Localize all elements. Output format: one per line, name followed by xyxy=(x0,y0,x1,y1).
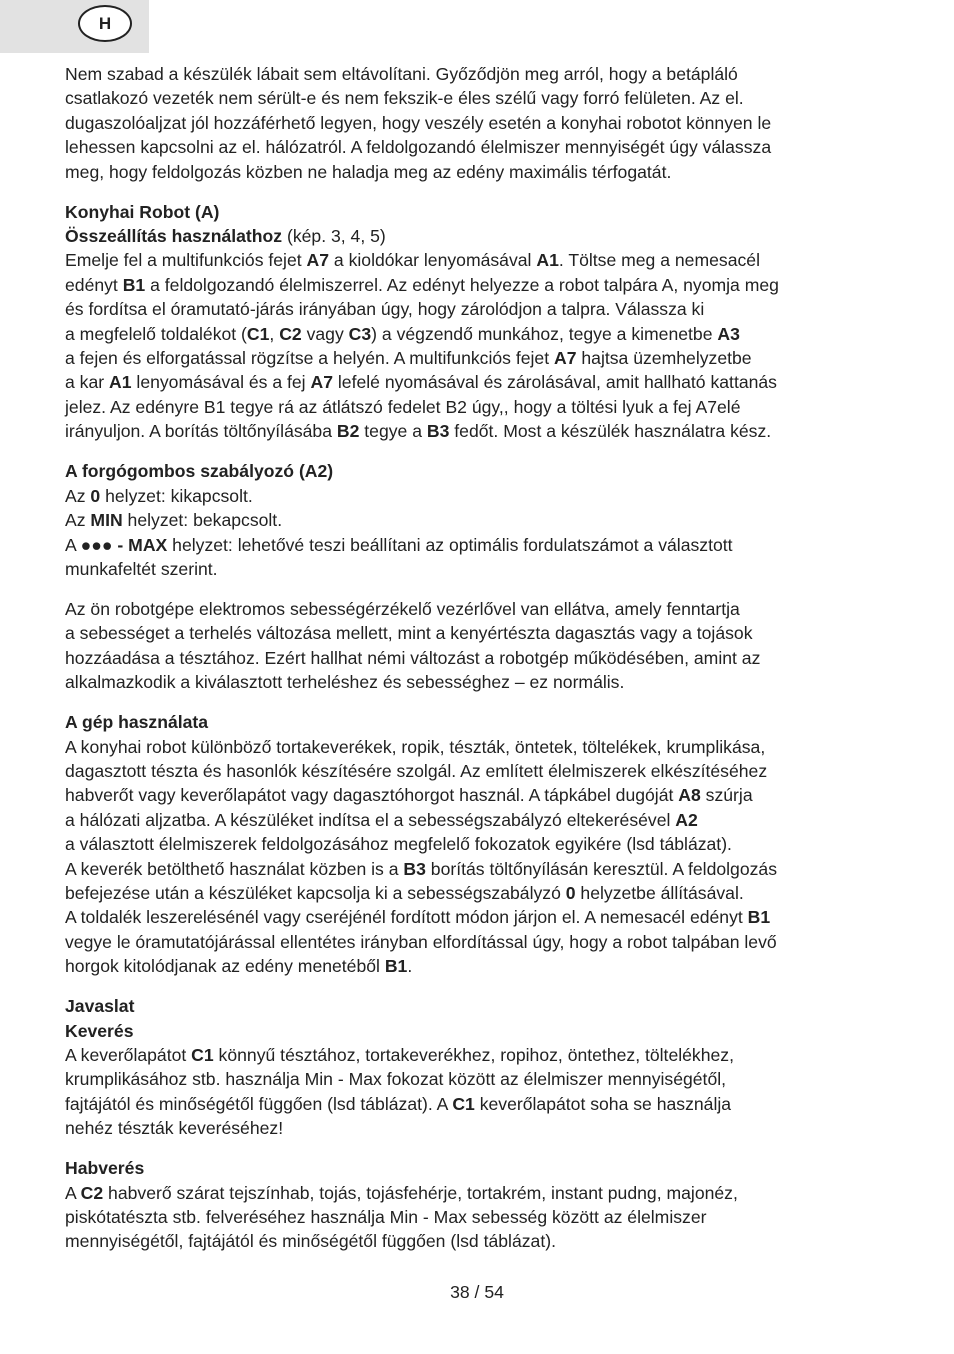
text-line xyxy=(65,273,905,297)
language-badge: H xyxy=(78,5,132,42)
bold-reference: C1 xyxy=(191,1045,214,1065)
bold-reference: A1 xyxy=(109,372,132,393)
text-run: a feldolgozandó élelmiszerrel. Az edényt helyezze a robot talpára A, nyomja meg xyxy=(145,274,779,295)
section-heading-whisk: Habverés xyxy=(65,1158,145,1179)
text-run: befejezése után a készüléket kapcsolja ki a sebességszabályzó xyxy=(65,882,566,903)
text-run: borítás töltőnyílásán keresztül. A feldolgozás xyxy=(425,858,778,879)
text-run: vegye le óramutatójárással ellentétes irányban elfordítással úgy, hogy a robot talpában levő xyxy=(65,931,777,952)
text-run: a kioldókar lenyomásával xyxy=(329,250,537,271)
text-line xyxy=(65,930,905,954)
bold-reference: A3 xyxy=(717,323,740,344)
text-run: A xyxy=(65,1182,81,1203)
bold-reference: C2 xyxy=(80,1182,104,1203)
text-run: , xyxy=(269,323,280,344)
text-line xyxy=(65,508,905,532)
usage-lines xyxy=(65,735,905,979)
text-line xyxy=(65,533,905,557)
text-run: fajtájától és minőségétől függően (lsd táblázat). A xyxy=(65,1093,453,1114)
text-line xyxy=(65,1067,905,1091)
text-run: fedőt. Most a készülék használatra kész. xyxy=(449,421,772,442)
text-run: nehéz tészták keveréséhez! xyxy=(65,1118,284,1139)
text-line xyxy=(65,881,905,905)
text-run: és fordítsa el óramutató-járás irányában úgy, hogy zárolódjon a talpra. Válassza ki xyxy=(65,299,705,320)
bold-reference: 0 xyxy=(565,882,576,903)
text-line xyxy=(65,857,905,881)
text-line: dugaszolóaljzat jól hozzáférhető legyen, hogy veszély esetén a konyhai robotot könnyen le xyxy=(65,112,772,133)
bold-reference: 0 xyxy=(90,485,101,506)
bold-reference: A7 xyxy=(306,250,330,271)
advice-lines xyxy=(65,1043,905,1141)
text-line: Nem szabad a készülék lábait sem eltávolítani. Győződjön meg arról, hogy a betápláló xyxy=(65,64,738,84)
text-line xyxy=(65,395,905,419)
text-line xyxy=(65,557,905,581)
page-number: 38 / 54 xyxy=(450,1282,504,1302)
text-run: edényt xyxy=(65,274,123,295)
bold-reference: C1 xyxy=(452,1093,475,1114)
section-heading-regulator: A forgógombos szabályozó (A2) xyxy=(65,461,334,482)
text-run: . Töltse meg a nemesacél xyxy=(558,250,760,271)
text-run: Emelje fel a multifunkciós fejet xyxy=(65,250,307,271)
bold-reference: C1 xyxy=(246,323,270,344)
section-heading-robot: Konyhai Robot (A) xyxy=(65,201,220,222)
text-line xyxy=(65,419,905,443)
text-run: helyzet: lehetővé teszi beállítani az optimális fordulatszámot a választott xyxy=(167,534,733,555)
text-run: irányuljon. A borítás töltőnyílásába xyxy=(65,421,337,442)
text-line xyxy=(65,832,905,856)
text-run: hajtsa üzemhelyzetbe xyxy=(576,348,752,369)
regulator-section xyxy=(65,459,905,581)
bold-reference: B3 xyxy=(426,421,450,442)
text-run: a kar xyxy=(65,372,110,393)
text-line xyxy=(65,297,905,321)
bold-reference: C3 xyxy=(348,323,372,344)
text-run: helyzet: bekapcsolt. xyxy=(122,510,283,531)
document-body xyxy=(65,62,905,1269)
text-run: Az xyxy=(65,510,91,531)
bold-reference: A7 xyxy=(554,348,577,369)
text-run: keverőlapátot soha se használja xyxy=(474,1093,732,1114)
text-run: . xyxy=(407,956,413,977)
text-line xyxy=(65,484,905,508)
language-tab xyxy=(0,0,149,53)
text-run: ) a végzendő munkához, tegye a kimenetbe xyxy=(371,323,718,344)
text-line xyxy=(65,783,905,807)
bold-reference: B1 xyxy=(384,956,408,977)
regulator-lines xyxy=(65,484,905,582)
text-line xyxy=(65,1229,905,1253)
text-run: a hálózati aljzatba. A készüléket indítsa el a sebességszabályzó eltekerésével xyxy=(65,809,676,830)
text-run: vagy xyxy=(301,323,349,344)
robot-lines xyxy=(65,248,905,443)
speed-paragraph xyxy=(65,597,905,695)
text-line xyxy=(65,346,905,370)
text-run: helyzet: kikapcsolt. xyxy=(100,485,253,506)
text-run: habverő szárat tejszínhab, tojás, tojásfehérje, tortakrém, instant pudng, majonéz, xyxy=(103,1182,738,1203)
bold-reference: ●●● - MAX xyxy=(80,534,168,555)
text-line xyxy=(65,322,905,346)
text-line xyxy=(65,954,905,978)
text-run: krumplikásához stb. használja Min - Max fokozat között az élelmiszer mennyiségétől, xyxy=(65,1069,727,1090)
text-line xyxy=(65,759,905,783)
text-run: lenyomásával és a fej xyxy=(131,372,311,393)
intro-paragraph xyxy=(65,62,905,184)
bold-reference: B3 xyxy=(403,858,426,879)
text-run: habverőt vagy keverőlapátot vagy dagasztóhorgot használ. A tápkábel dugóját xyxy=(65,785,679,806)
bold-reference: C2 xyxy=(279,323,302,344)
usage-section xyxy=(65,710,905,978)
text-run: tegye a xyxy=(359,421,427,442)
text-line xyxy=(65,1181,905,1205)
section-heading-advice: Javaslat xyxy=(65,996,135,1017)
text-run: helyzetbe állításával. xyxy=(575,882,744,903)
bold-reference: A2 xyxy=(675,809,698,830)
text-run: a fejen és elforgatással rögzítse a helyén. A multifunkciós fejet xyxy=(65,348,554,369)
whisk-lines xyxy=(65,1181,905,1254)
text-run: A xyxy=(65,534,81,555)
text-line: Az ön robotgépe elektromos sebességérzékelő vezérlővel van ellátva, amely fenntartja xyxy=(65,598,740,619)
text-run: horgok kitolódjanak az edény menetéből xyxy=(65,956,385,977)
text-line: lehessen kapcsolni az el. hálózatról. A feldolgozandó élelmiszer mennyiségét úgy válassza xyxy=(65,137,772,158)
text-run: mennyiségétől, fajtájától és minőségétől függően (lsd táblázat). xyxy=(65,1231,556,1252)
text-line: hozzáadása a tésztához. Ezért hallhat némi változást a robotgép működésében, amint az xyxy=(65,647,761,668)
text-line: a sebességet a terhelés változása mellett, mint a kenyértészta dagasztás vagy a tojások xyxy=(65,623,753,644)
text-run: A konyhai robot különböző tortakeverékek, ropik, tészták, öntetek, töltelékek, krumplikása, xyxy=(65,736,766,757)
text-run: A keverőlapátot xyxy=(65,1045,192,1065)
text-line xyxy=(65,808,905,832)
bold-reference: B2 xyxy=(336,421,360,442)
bold-reference: A7 xyxy=(310,372,333,393)
text-run: a megfelelő toldalékot ( xyxy=(65,323,247,344)
text-line xyxy=(65,248,905,272)
text-run: a választott élelmiszerek feldolgozásához megfelelő fokozatok egyikére (lsd táblázat). xyxy=(65,834,732,855)
text-run: szúrja xyxy=(700,785,753,806)
bold-reference: B1 xyxy=(122,274,146,295)
text-line xyxy=(65,370,905,394)
text-run: dagasztott tészta és hasonlók készítésére szolgál. Az említett élelmiszerek elkészítéséhez xyxy=(65,760,768,781)
bold-reference: A8 xyxy=(678,785,701,806)
text-line xyxy=(65,905,905,929)
text-line xyxy=(65,1205,905,1229)
text-run: könnyű tésztához, tortakeverékhez, ropihoz, öntethez, töltelékhez, xyxy=(213,1045,734,1065)
text-line: meg, hogy feldolgozás közben ne haladja meg az edény maximális térfogatát. xyxy=(65,161,672,182)
text-run: A toldalék leszerelésénél vagy cseréjénél fordított módon járjon el. A nemesacél edényt xyxy=(65,907,748,928)
bold-reference: B1 xyxy=(747,907,771,928)
bold-reference: MIN xyxy=(90,510,123,531)
advice-section xyxy=(65,994,905,1140)
text-line xyxy=(65,1116,905,1140)
mixing-subheading: Keverés xyxy=(65,1020,134,1041)
text-run: munkafeltét szerint. xyxy=(65,558,218,579)
text-line: alkalmazkodik a kiválasztott terheléshez és sebességhez – ez normális. xyxy=(65,672,625,693)
section-heading-usage: A gép használata xyxy=(65,712,209,733)
text-line xyxy=(65,735,905,759)
robot-section xyxy=(65,200,905,444)
text-run: jelez. Az edényre B1 tegye rá az átlátszó fedelet B2 úgy,, hogy a töltési lyuk a fej A7elé xyxy=(65,396,741,417)
text-run: A keverék betölthető használat közben is a xyxy=(65,858,404,879)
assembly-subheading: Összeállítás használathoz (kép. 3, 4, 5) xyxy=(65,226,386,247)
text-run: piskótatészta stb. felveréséhez használja Min - Max sebesség között az élelmiszer xyxy=(65,1207,707,1228)
text-line xyxy=(65,1043,905,1067)
whisk-section xyxy=(65,1156,905,1254)
text-run: lefelé nyomásával és zárolásával, amit hallható kattanás xyxy=(332,372,777,393)
text-line: csatlakozó vezeték nem sérült-e és nem fekszik-e éles szélű vagy forró felületen. Az el. xyxy=(65,88,744,109)
bold-reference: A1 xyxy=(536,250,559,271)
text-line xyxy=(65,1092,905,1116)
text-run: Az xyxy=(65,485,91,506)
